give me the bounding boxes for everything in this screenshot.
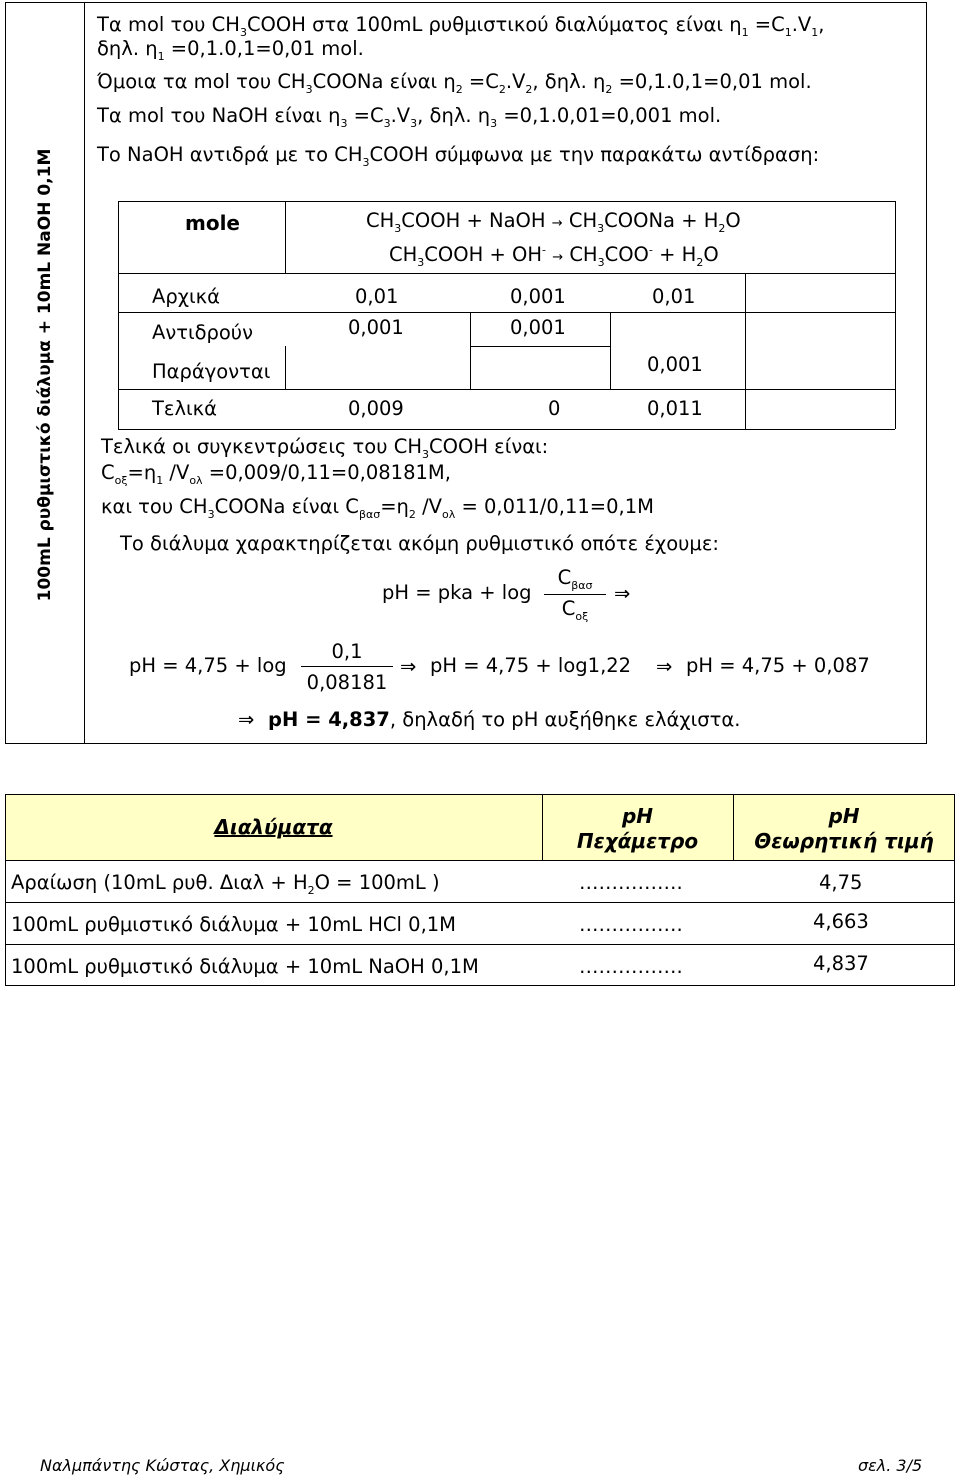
final-result: pH = 4,837, δηλαδή το pH αυξήθηκε ελάχιστα.	[268, 708, 741, 731]
conc-line-1: Τελικά οι συγκεντρώσεις του $CH_3COOH$ είναι:	[101, 435, 549, 461]
intro-line-2: δηλ. $\eta_1 =0,1.0,1=0,01$ mol.	[97, 37, 364, 63]
table-border	[5, 794, 955, 795]
henderson-lhs: pH = pka + log	[382, 581, 532, 604]
calc-step-1: pH = 4,75 + log1,22	[430, 654, 632, 677]
row-dilution-meter: …………….	[579, 871, 683, 894]
intro-line-4: Τα mol του NaOH είναι $\eta_3 =C_3.V_3$, δηλ. $\eta_3 =0,1.0,01=0,001$ mol.	[97, 104, 722, 130]
cell-divider	[610, 312, 611, 389]
reaction-table-top-border	[118, 201, 895, 202]
sidebar-label: 100mL ρυθμιστικό διάλυμα + 10mL NaOH 0,1M	[35, 148, 55, 602]
reaction-equation-1: $CH_3COOH$ + NaOH → $CH_3COONa + H_2O$	[366, 209, 741, 235]
calc-numerator: 0,1	[331, 640, 363, 663]
conc-line-3: και του $CH_3COONa$ είναι $C_{\beta\alpha\sigma}=\eta_2$ $/V_{o\lambda} = 0,011/0,11=0,1M$	[101, 495, 654, 521]
row-divider	[118, 389, 895, 390]
row-hcl-name: 100mL ρυθμιστικό διάλυμα + 10mL HCl 0,1M	[11, 913, 456, 936]
row-label-produced: Παράγονται	[152, 360, 271, 383]
mole-label: mole	[185, 211, 240, 235]
row-final-acid: 0,009	[348, 397, 404, 420]
reaction-equation-2: $CH_3COOH + OH^- \to CH_3COO^- + H_2O$	[389, 243, 719, 269]
row-react-acid: 0,001	[348, 316, 404, 339]
row-divider	[118, 312, 895, 313]
table-border	[5, 944, 955, 945]
implies-icon: ⇒	[400, 655, 417, 678]
row-label-final: Τελικά	[152, 397, 217, 420]
calc-denominator: 0,08181	[306, 671, 388, 694]
header-solutions: Διαλύματα	[214, 815, 333, 839]
cell-divider	[745, 273, 746, 429]
reaction-table-right-border	[895, 201, 896, 429]
header-ph-theoretical: pH Θεωρητική τιμή	[754, 804, 934, 853]
row-left-border	[118, 273, 119, 429]
row-produced-salt: 0,001	[647, 353, 703, 376]
arrow-icon: →	[552, 250, 564, 265]
row-naoh-name: 100mL ρυθμιστικό διάλυμα + 10mL NaOH 0,1M	[11, 955, 479, 978]
reaction-header-bottom	[118, 273, 895, 274]
implies-icon: ⇒	[238, 708, 255, 731]
conc-line-4: Το διάλυμα χαρακτηρίζεται ακόμη ρυθμιστικό οπότε έχουμε:	[120, 532, 719, 555]
row-initial-acid: 0,01	[355, 285, 399, 308]
header-ph-meter: pH Πεχάμετρο	[576, 804, 699, 853]
table-border	[5, 902, 955, 903]
row-hcl-theory: 4,663	[813, 910, 869, 933]
row-final-salt: 0,011	[647, 397, 703, 420]
table-border	[5, 985, 955, 986]
calc-step-2: pH = 4,75 + 0,087	[686, 654, 870, 677]
row-label-react: Αντιδρούν	[152, 321, 253, 344]
cell-divider	[285, 346, 286, 389]
calc-fraction	[301, 640, 393, 695]
cell-divider	[470, 312, 471, 389]
row-dilution-theory: 4,75	[819, 871, 863, 894]
intro-line-5: Το NaOH αντιδρά με το $CH_3COOH$ σύμφωνα με την παρακάτω αντίδραση:	[97, 143, 820, 169]
henderson-fraction	[544, 566, 606, 621]
footer-author: Ναλμπάντης Κώστας, Χημικός	[40, 1456, 285, 1475]
row-hcl-meter: …………….	[579, 913, 683, 936]
row-final-base: 0	[548, 397, 561, 420]
intro-line-1: Τα mol του $CH_3COOH$ στα 100mL ρυθμιστικού διαλύματος είναι $\eta_1 =C_1.V_1$,	[97, 13, 825, 39]
row-naoh-meter: …………….	[579, 955, 683, 978]
row-naoh-theory: 4,837	[813, 952, 869, 975]
row-divider	[470, 346, 610, 347]
row-initial-salt: 0,01	[652, 285, 696, 308]
calc-lhs: pH = 4,75 + log	[129, 654, 287, 677]
implies-icon: ⇒	[656, 655, 673, 678]
implies-icon: ⇒	[614, 582, 631, 605]
results-table	[5, 794, 955, 986]
arrow-icon: →	[551, 216, 563, 231]
henderson-numerator: $C_{\beta\alpha\sigma}$	[557, 566, 593, 592]
table-border	[5, 860, 955, 861]
reaction-table-left-border	[118, 201, 119, 273]
row-dilution-name: Αραίωση (10mL ρυθ. $\Delta\iota\alpha\lambda + H_2O = 100mL$ )	[11, 871, 440, 897]
row-divider	[118, 429, 895, 430]
conc-line-2: $C_{o\xi}=\eta_1$ $/V_{o\lambda} =0,009/0,11=0,08181M$,	[101, 461, 451, 487]
henderson-denominator: $C_{o\xi}$	[561, 597, 589, 623]
row-initial-base: 0,001	[510, 285, 566, 308]
reaction-table-col-divider	[285, 201, 286, 273]
row-label-initial: Αρχικά	[152, 285, 220, 308]
row-react-base: 0,001	[510, 316, 566, 339]
footer-page-number: σελ. 3/5	[858, 1456, 923, 1475]
intro-line-3: Όμοια τα mol του $CH_3COONa$ είναι $\eta_2 =C_2.V_2$, δηλ. $\eta_2 =0,1.0,1=0,01$ mol.	[97, 70, 812, 96]
